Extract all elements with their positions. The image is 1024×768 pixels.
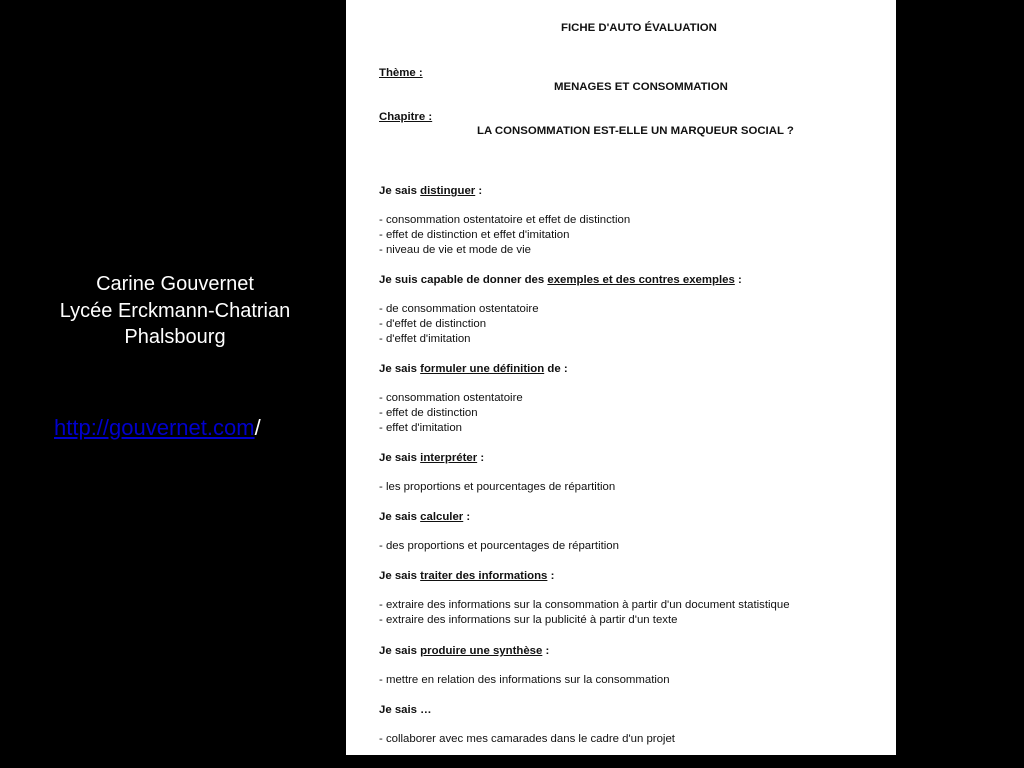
website-link-line [54, 415, 261, 441]
section-item: - collaborer avec mes camarades dans le cadre d'un projet [379, 733, 675, 745]
section-skill: exemples et des contres exemples [547, 274, 735, 286]
section-item: - consommation ostentatoire et effet de distinction [379, 214, 631, 226]
section-heading-prefix: Je sais [379, 570, 421, 582]
theme-label: Thème : [379, 67, 423, 79]
section-heading-prefix: Je suis capable de donner des [379, 274, 548, 286]
author-school: Lycée Erckmann-Chatrian [59, 299, 291, 322]
section-item: - niveau de vie et mode de vie [379, 244, 531, 256]
section-item: - extraire des informations sur la publicité à partir d'un texte [379, 614, 678, 626]
section-heading-prefix: Je sais [379, 363, 421, 375]
chapter-value: LA CONSOMMATION EST-ELLE UN MARQUEUR SOCIAL ? [477, 125, 794, 137]
section-heading [379, 644, 549, 658]
section-heading-suffix: de : [544, 363, 568, 375]
section-heading-suffix: : [475, 185, 483, 197]
section-skill: formuler une définition [420, 363, 545, 375]
section-heading [379, 569, 554, 583]
self-assessment-sheet [346, 0, 896, 755]
section-heading [379, 273, 742, 287]
section-item: - extraire des informations sur la consommation à partir d'un document statistique [379, 599, 790, 611]
author-name: Carine Gouvernet [96, 273, 254, 295]
section-heading-prefix: Je sais … [379, 704, 432, 716]
section-heading [379, 362, 568, 376]
section-skill: produire une synthèse [420, 645, 543, 657]
section-item: - consommation ostentatoire [379, 392, 523, 404]
section-heading-suffix: : [547, 570, 555, 582]
website-link[interactable]: http://gouvernet.com [54, 415, 255, 440]
section-heading-suffix: : [477, 452, 485, 464]
section-item: - des proportions et pourcentages de répartition [379, 540, 619, 552]
section-skill: interpréter [420, 452, 478, 464]
section-heading-prefix: Je sais [379, 511, 421, 523]
section-item: - effet de distinction et effet d'imitation [379, 229, 570, 241]
section-heading-prefix: Je sais [379, 645, 421, 657]
section-heading [379, 184, 482, 198]
section-item: - les proportions et pourcentages de répartition [379, 481, 616, 493]
section-heading [379, 510, 470, 524]
theme-value: MENAGES ET CONSOMMATION [554, 81, 728, 93]
section-heading [379, 451, 484, 465]
website-link-slash: / [254, 415, 261, 440]
section-item: - de consommation ostentatoire [379, 303, 539, 315]
sheet-title: FICHE D'AUTO ÉVALUATION [561, 22, 717, 34]
section-heading [379, 703, 432, 717]
author-city: Phalsbourg [124, 326, 226, 348]
section-skill: traiter des informations [420, 570, 548, 582]
section-heading-suffix: : [463, 511, 471, 523]
section-heading-suffix: : [734, 274, 742, 286]
section-skill: calculer [420, 511, 464, 523]
section-item: - effet d'imitation [379, 422, 463, 434]
chapter-label: Chapitre : [379, 111, 433, 123]
section-heading-prefix: Je sais [379, 185, 421, 197]
section-heading-suffix: : [542, 645, 550, 657]
section-item: - mettre en relation des informations sur la consommation [379, 674, 670, 686]
section-heading-prefix: Je sais [379, 452, 421, 464]
author-block [0, 271, 350, 351]
left-panel [0, 0, 346, 768]
section-item: - effet de distinction [379, 407, 478, 419]
section-item: - d'effet d'imitation [379, 333, 471, 345]
section-item: - d'effet de distinction [379, 318, 487, 330]
section-skill: distinguer [420, 185, 476, 197]
